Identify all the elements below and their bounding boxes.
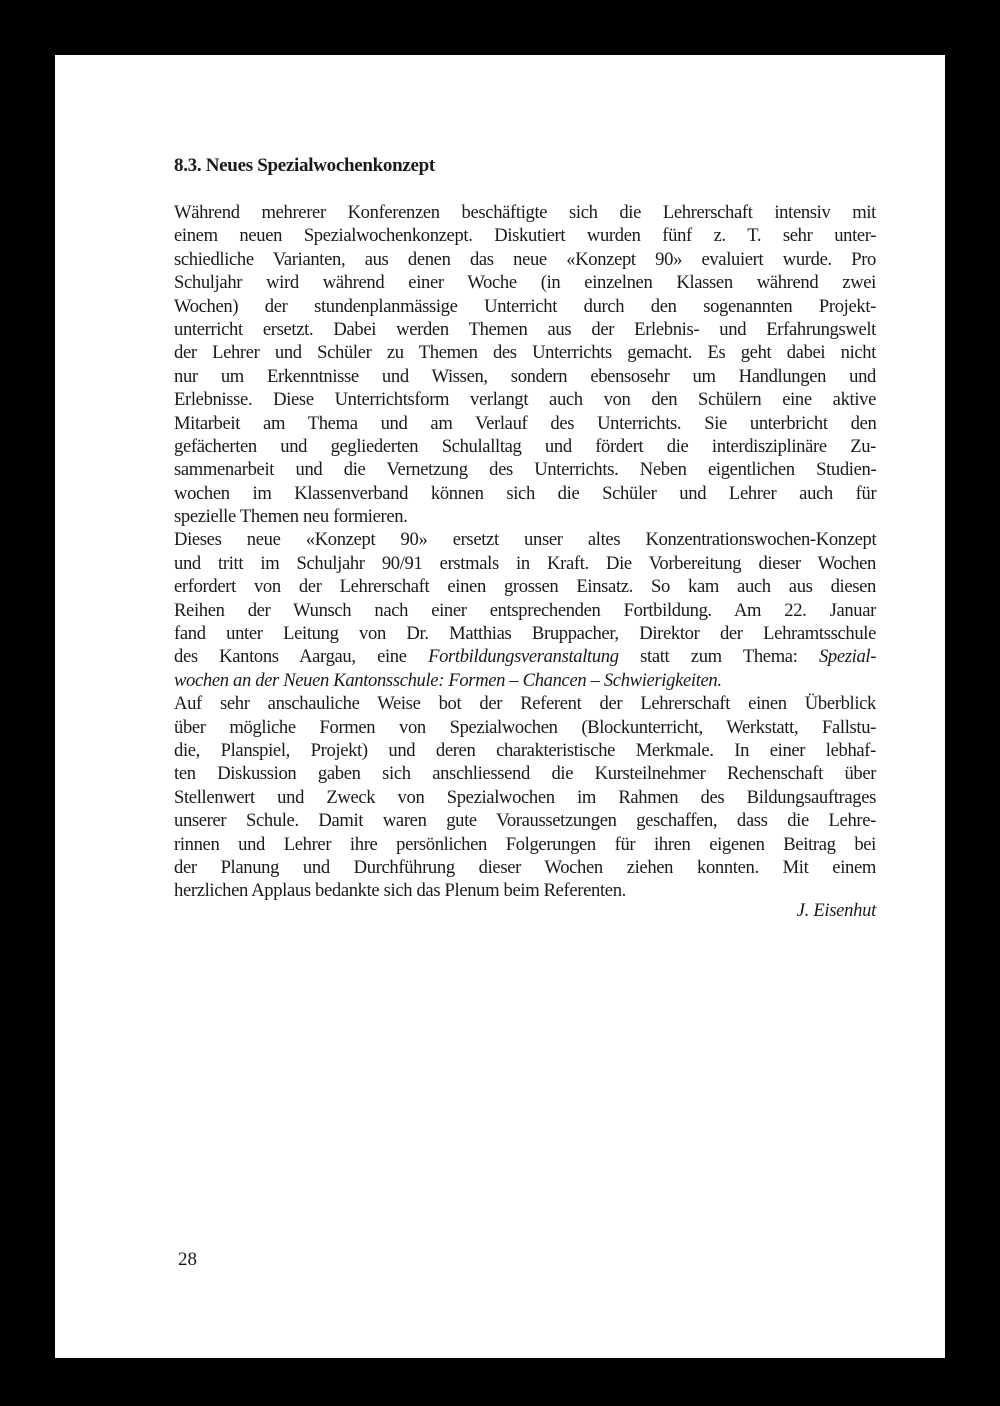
text-segment: gefächerten und gegliederten Schulalltag und fördert die interdisziplinäre Zu- xyxy=(174,435,876,457)
text-segment: der Lehrer und Schüler zu Themen des Unterrichts gemacht. Es geht dabei nicht xyxy=(174,342,877,364)
text-line xyxy=(174,271,876,294)
text-line xyxy=(174,575,876,598)
text-line xyxy=(174,458,876,481)
text-segment: spezielle Themen neu formieren. xyxy=(174,506,408,528)
text-line xyxy=(174,762,876,785)
text-segment: einem neuen Spezialwochenkonzept. Diskutiert wurden fünf z. T. sehr unter- xyxy=(174,225,877,247)
text-segment: Stellenwert und Zweck von Spezialwochen im Rahmen des Bildungsauftrages xyxy=(174,786,876,808)
text-segment: fand unter Leitung von Dr. Matthias Bruppacher, Direktor der Lehramtsschule xyxy=(174,623,876,645)
text-segment: unserer Schule. Damit waren gute Voraussetzungen geschaffen, dass die Lehre- xyxy=(174,810,876,832)
text-segment: unterricht ersetzt. Dabei werden Themen aus der Erlebnis- und Erfahrungswelt xyxy=(174,318,876,340)
author-signature: J. Eisenhut xyxy=(796,900,876,921)
text-segment: Reihen der Wunsch nach einer entsprechenden Fortbildung. Am 22. Januar xyxy=(174,599,876,621)
text-segment: Dieses neue «Konzept 90» ersetzt unser altes Konzentrationswochen-Konzept xyxy=(174,529,877,551)
text-line xyxy=(174,365,876,388)
text-line xyxy=(174,388,876,411)
text-line xyxy=(174,224,876,247)
text-segment: nur um Erkenntnisse und Wissen, sondern ebensosehr um Handlungen und xyxy=(174,365,876,387)
section-heading: 8.3. Neues Spezialwochenkonzept xyxy=(174,155,435,176)
text-line xyxy=(174,412,876,435)
text-segment: und tritt im Schuljahr 90/91 erstmals in Kraft. Die Vorbereitung dieser Wochen xyxy=(174,552,876,574)
text-line xyxy=(174,692,876,715)
text-segment: Mitarbeit am Thema und am Verlauf des Unterrichts. Sie unterbricht den xyxy=(174,412,877,434)
text-segment: Schuljahr wird während einer Woche (in einzelnen Klassen während zwei xyxy=(174,272,876,294)
text-line xyxy=(174,505,876,528)
text-line xyxy=(174,622,876,645)
text-segment: erfordert von der Lehrerschaft einen grossen Einsatz. So kam auch aus diesen xyxy=(174,576,876,598)
italic-text: Spezial- xyxy=(818,646,877,668)
text-line xyxy=(174,833,876,856)
text-segment: schiedliche Varianten, aus denen das neue «Konzept 90» evaluiert wurde. Pro xyxy=(174,248,876,270)
italic-text: Fortbildungsveranstaltung xyxy=(428,646,619,668)
text-segment: die, Planspiel, Projekt) und deren charakteristische Merkmale. In einer lebhaf- xyxy=(174,739,876,761)
text-line xyxy=(174,201,876,224)
text-line xyxy=(174,856,876,879)
text-line xyxy=(174,599,876,622)
text-line xyxy=(174,482,876,505)
text-line xyxy=(174,879,876,902)
text-segment: des Kantons Aargau, eine xyxy=(174,646,429,668)
text-line xyxy=(174,341,876,364)
text-segment: Auf sehr anschauliche Weise bot der Referent der Lehrerschaft einen Überblick xyxy=(174,693,876,715)
body-text xyxy=(174,201,876,903)
text-line xyxy=(174,669,876,692)
text-segment: Erlebnisse. Diese Unterrichtsform verlangt auch von den Schülern eine aktive xyxy=(174,389,876,411)
text-segment: ten Diskussion gaben sich anschliessend die Kursteilnehmer Rechenschaft über xyxy=(174,763,877,785)
text-line xyxy=(174,645,876,668)
text-line xyxy=(174,528,876,551)
text-line xyxy=(174,295,876,318)
italic-text: wochen an der Neuen Kantonsschule: Formen – Chancen – Schwierigkeiten. xyxy=(174,669,722,691)
text-line xyxy=(174,716,876,739)
text-line xyxy=(174,435,876,458)
text-line xyxy=(174,552,876,575)
text-segment: herzlichen Applaus bedankte sich das Plenum beim Referenten. xyxy=(174,880,626,902)
text-segment: Wochen) der stundenplanmässige Unterricht durch den sogenannten Projekt- xyxy=(174,295,876,317)
text-line xyxy=(174,809,876,832)
text-segment: wochen im Klassenverband können sich die Schüler und Lehrer auch für xyxy=(174,482,877,504)
text-segment: rinnen und Lehrer ihre persönlichen Folgerungen für ihren eigenen Beitrag bei xyxy=(174,833,876,855)
text-segment: Während mehrerer Konferenzen beschäftigte sich die Lehrerschaft intensiv mit xyxy=(174,202,876,223)
page-number: 28 xyxy=(178,1249,197,1270)
text-line xyxy=(174,786,876,809)
text-segment: sammenarbeit und die Vernetzung des Unterrichts. Neben eigentlichen Studien- xyxy=(174,459,877,481)
text-line xyxy=(174,318,876,341)
text-line xyxy=(174,739,876,762)
text-segment: statt zum Thema: xyxy=(618,646,819,668)
text-segment: über mögliche Formen von Spezialwochen (Blockunterricht, Werkstatt, Fallstu- xyxy=(174,716,876,738)
text-line xyxy=(174,248,876,271)
text-segment: der Planung und Durchführung dieser Wochen ziehen konnten. Mit einem xyxy=(174,856,876,878)
